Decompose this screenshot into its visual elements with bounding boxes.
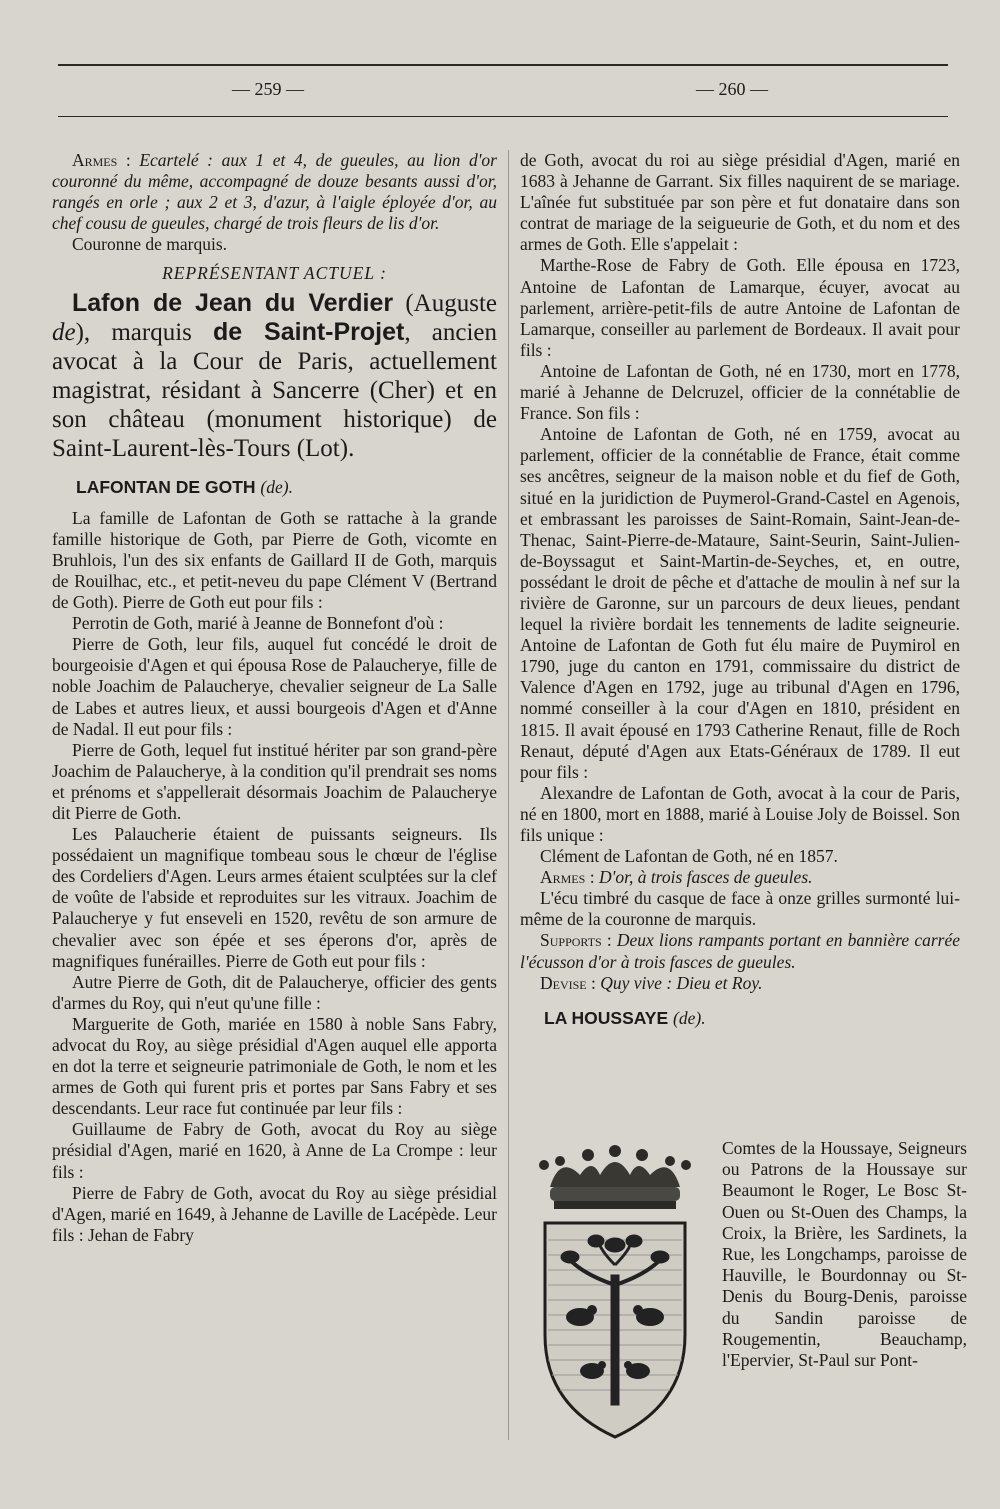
supports-paragraph: Supports : Deux lions rampants portant en bannière carrée l'écusson d'or à trois fasces de gueules. xyxy=(520,930,961,972)
paragraph: Alexandre de Lafontan de Goth, avocat à la cour de Paris, né en 1800, mort en 1888, marié à Louise Joly de Boissel. Son fils unique : xyxy=(520,782,960,845)
column-divider xyxy=(508,150,509,1440)
page-number-left: — 259 — xyxy=(232,79,304,99)
representative-heading: REPRÉSENTANT ACTUEL : xyxy=(162,263,387,284)
right-column xyxy=(520,150,960,1039)
crown-icon xyxy=(539,1145,691,1209)
paragraph: Pierre de Goth, lequel fut institué hériter par son grand-père Joachim de Palaucherye, à la condition qu'il prendrait ses noms et prénoms et s'appellerait désormais Joachim de Palaucherye dit Pierre de Goth. xyxy=(52,739,497,823)
paragraph: de Goth, avocat du roi au siège présidial d'Agen, marié en 1683 à Jehanne de Garrant. Six filles naquirent de se mariage. L'aînée fut substituée par son père et fut donataire dans son contrat de mariage de la seigueurie de Goth, et du nom et des armes de Goth. Elle s'appelait : xyxy=(520,150,960,255)
arms-paragraph: Armes : D'or, à trois fasces de gueules. xyxy=(540,867,813,888)
section-heading-houssaye: LA HOUSSAYE (de). xyxy=(544,1007,706,1028)
paragraph: Perrotin de Goth, marié à Jeanne de Bonnefont d'où : xyxy=(72,613,444,634)
paragraph: Guillaume de Fabry de Goth, avocat du Roy au siège présidial d'Agen, marié en 1620, à Anne de La Crompe : leur fils : xyxy=(52,1119,497,1182)
header-rule-lower xyxy=(58,116,948,117)
paragraph: Marguerite de Goth, mariée en 1580 à noble Sans Fabry, advocat du Roy, au siège présidial d'Agen auquel elle apporta en dot la terre et seigneurie patrimoniale de Goth, le nom et les armes de Goth qui furent pris et portes par Sans Fabry et ses descendants. Leur race fut continuée par leur fils : xyxy=(52,1013,497,1119)
motto-paragraph: Devise : Quy vive : Dieu et Roy. xyxy=(540,972,763,993)
crown-line: Couronne de marquis. xyxy=(72,234,228,255)
paragraph: L'écu timbré du casque de face à onze grilles surmonté lui-même de la couronne de marquis. xyxy=(520,888,960,930)
left-column xyxy=(52,150,497,1246)
paragraph: Pierre de Fabry de Goth, avocat du Roy au siège présidial d'Agen, marié en 1649, à Jehanne de Laville de Lacépède. Leur fils : Jehan de Fabry xyxy=(52,1182,497,1245)
page-number-right: — 260 — xyxy=(696,79,768,99)
paragraph: Pierre de Goth, leur fils, auquel fut concédé le droit de bourgeoisie d'Agen et qui épousa Rose de Palaucherye, fille de noble Joachim de Palaucherye, chevalier seigneur de La Salle de Labes et autres lieux, et aussi bourgeois d'Agen et d'Anne de Nadal. Il eut pour fils : xyxy=(52,634,497,739)
paragraph: Antoine de Lafontan de Goth, né en 1759, avocat au parlement, officier de la connétablie de France, était comme ses ancêtres, seigneur de la maison noble et du fief de Goth, situé en la juridiction de Puymerol-Grand-Castel en Agenois, et embrassant les paroisses de Saint-Romain, Saint-Jean-de-Thenac, Saint-Pierre-de-Mataure, Saint-Seurin, Saint-Julien-de-Boyssagut et Saint-Martin-de-Seyches, et, en outre, possédant le droit de pêche et d'attache de moulin à nef sur la rivière de Garonne, sur un parcours de deux lieues, pendant lequel la rivière bordait les tennements de ladite seigneurie. Antoine de Lafontan de Goth fut élu maire de Puymirol en 1790, juge du canton en 1791, commissaire du district de Valence d'Agen en 1792, juge au tribunal d'Agen en 1796, nommé conseiller à la cour d'Agen en 1810, président en 1815. Il avait épousé en 1793 Catherine Renaut, fille de Roch Renaut, député d'Agen aux Etats-Généraux de 1789. Il eut pour fils : xyxy=(520,424,960,782)
representative-paragraph: Lafon de Jean du Verdier (Auguste de), marquis de Saint-Projet, ancien avocat à la Cour de Paris, actuellement magistrat, résidant à Sancerre (Cher) et en son château (monument historique) de Saint-Laurent-lès-Tours (Lot). xyxy=(52,288,497,462)
arms-paragraph: Armes : Ecartelé : aux 1 et 4, de gueules, au lion d'or couronné du même, accompagné de douze besants aussi d'or, rangés en orle ; aux 2 et 3, d'azur, à l'aigle éployée d'or, au chef cousu de gueules, chargé de trois fleurs de lis d'or. xyxy=(52,150,497,234)
paragraph: Les Palaucherie étaient de puissants seigneurs. Ils possédaient un magnifique tombeau sous le chœur de l'église des Cordeliers d'Agen. Leurs armes étaient sculptées sur la clef de voûte de l'abside et reproduites sur les vitraux. Joachim de Palaucherye y fut enseveli en 1520, revêtu de son armure de chevalier avec son épée et ses éperons d'or, après de magnifiques funérailles. Pierre de Goth eut pour fils : xyxy=(52,824,497,971)
section-heading-lafontan: LAFONTAN DE GOTH (de). xyxy=(76,476,293,497)
paragraph: Clément de Lafontan de Goth, né en 1857. xyxy=(540,846,838,867)
houssaye-description: Comtes de la Houssaye, Seigneurs ou Patrons de la Houssaye sur Beaumont le Roger, Le Bosc St-Ouen ou St-Ouen des Champs, la Croix, la Brière, les Sardinets, la Rue, les Longchamps, paroisse de Hauville, le Bourdonnay ou St-Denis du Bourg-Denis, paroisse du Sandin paroisse de Rougementin, Beauchamp, l'Epervier, St-Paul sur Pont- xyxy=(722,1138,967,1371)
paragraph: Marthe-Rose de Fabry de Goth. Elle épousa en 1723, Antoine de Lafontan de Lamarque, écuyer, avocat au parlement, arrière-petit-fils de autre Antoine de Lafontan de Lamarque, conseiller au parlement de Bordeaux. Il avait pour fils : xyxy=(520,255,960,360)
header-rule xyxy=(58,64,948,66)
paragraph: Autre Pierre de Goth, dit de Palaucherye, officier des gents d'armes du Roy, qui n'eut qu'une fille : xyxy=(52,971,497,1013)
coat-of-arms-icon xyxy=(530,1145,700,1445)
paragraph: Antoine de Lafontan de Goth, né en 1730, mort en 1778, marié à Jehanne de Delcruzel, officier de la connétablie de France. Son fils : xyxy=(520,360,960,424)
paragraph: La famille de Lafontan de Goth se rattache à la grande famille historique de Goth, par Pierre de Goth, vicomte en Bruhlois, l'un des six enfants de Gaillard II de Goth, marquis de Rouilhac, etc., et petit-neveu du pape Clément V (Bertrand de Goth). Pierre de Goth eut pour fils : xyxy=(52,507,497,613)
